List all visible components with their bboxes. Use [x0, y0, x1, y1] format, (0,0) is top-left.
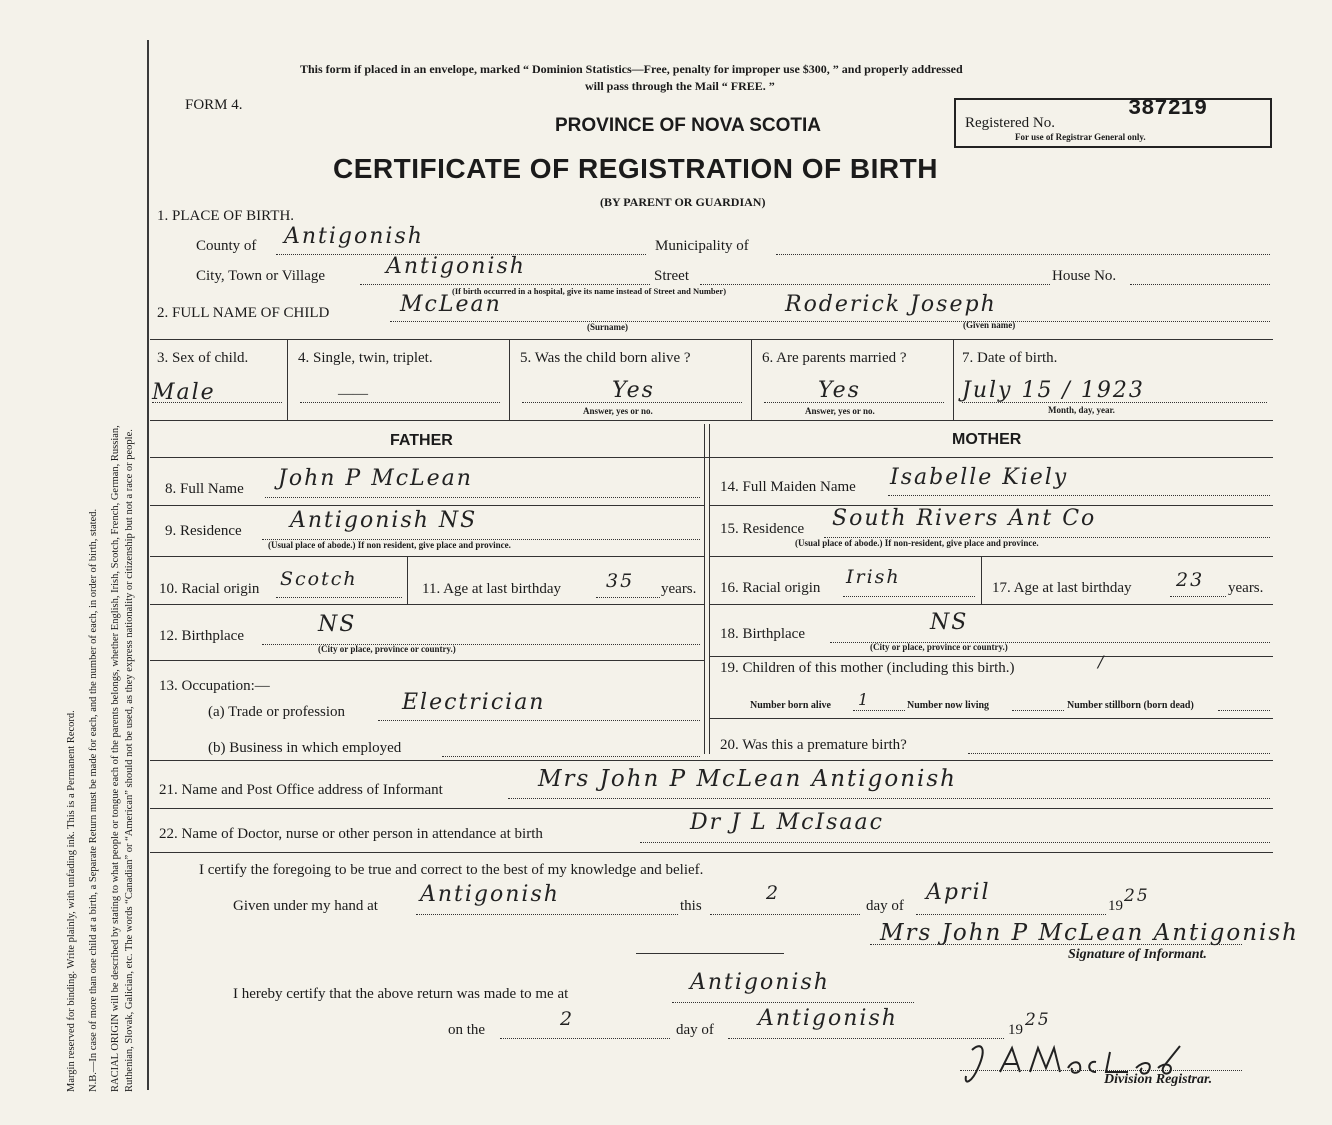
plurality-value: —— [338, 386, 368, 402]
mother-race-divider [981, 556, 982, 604]
sex-value: Male [152, 380, 216, 405]
father-rule-1 [150, 505, 704, 506]
row3-bottom-rule [150, 420, 1273, 421]
mother-years-label: years. [1228, 580, 1264, 596]
born-alive-count-line [853, 710, 905, 711]
given-place-value: Antigonish [420, 882, 560, 907]
born-alive-value: Yes [612, 378, 655, 403]
stillborn-label: Number stillborn (born dead) [1067, 700, 1194, 711]
city-line [360, 284, 650, 285]
binding-margin-rule [147, 40, 149, 1090]
sex-label: 3. Sex of child. [157, 350, 249, 366]
house-number-line [1130, 284, 1270, 285]
day-of-label: day of [866, 898, 904, 914]
mother-birthplace-value: NS [930, 610, 969, 635]
doctor-rule [150, 852, 1273, 853]
mother-birthplace-note: (City or place, province or country.) [870, 642, 1008, 652]
registrar-signature-line [960, 1070, 1242, 1071]
plurality-label: 4. Single, twin, triplet. [298, 350, 433, 366]
mother-race-label: 16. Racial origin [720, 580, 821, 596]
mother-age-label: 17. Age at last birthday [992, 580, 1132, 596]
plurality-line [300, 402, 500, 403]
page-title: CERTIFICATE OF REGISTRATION OF BIRTH [333, 153, 938, 184]
doctor-line [640, 842, 1270, 843]
premature-label: 20. Was this a premature birth? [720, 737, 907, 753]
mother-rule-5 [709, 718, 1273, 719]
parents-heading-rule [150, 457, 1273, 458]
premature-line [968, 753, 1270, 754]
father-age-value: 35 [606, 570, 635, 592]
father-birthplace-note: (City or place, province or country.) [318, 644, 456, 654]
city-label: City, Town or Village [196, 268, 326, 284]
mother-rule-2 [709, 556, 1273, 557]
registrar-place-line [672, 1002, 914, 1003]
doctor-value: Dr J L McIsaac [690, 810, 884, 835]
born-alive-note: Answer, yes or no. [583, 406, 653, 416]
informant-line [508, 798, 1270, 799]
registrar-day-of-label: day of [676, 1022, 714, 1038]
child-given-name: Roderick Joseph [785, 292, 997, 317]
postal-notice-line2: will pass through the Mail “ FREE. ” [585, 79, 775, 93]
now-living-line [1012, 710, 1064, 711]
day-line [710, 914, 860, 915]
father-name-line [265, 497, 700, 498]
father-race-label: 10. Racial origin [159, 581, 260, 597]
mother-name-label: 14. Full Maiden Name [720, 479, 856, 495]
month-line [916, 914, 1106, 915]
trade-line [378, 720, 700, 721]
on-the-label: on the [448, 1022, 486, 1038]
street-line [700, 284, 1050, 285]
date-of-birth-label: 7. Date of birth. [962, 350, 1058, 366]
county-value: Antigonish [284, 224, 424, 249]
registered-number-label: Registered No. [965, 115, 1055, 131]
municipality-line [776, 254, 1270, 255]
given-name-note: (Given name) [963, 320, 1016, 330]
parents-bottom-rule [150, 760, 1273, 761]
child-surname: McLean [400, 292, 502, 317]
father-race-value: Scotch [280, 568, 358, 590]
registered-number: 387219 [1128, 96, 1208, 121]
mother-age-line [1170, 596, 1226, 597]
mother-name-value: Isabelle Kiely [890, 465, 1069, 490]
father-age-label: 11. Age at last birthday [422, 581, 561, 597]
father-race-line [276, 597, 402, 598]
business-line [442, 756, 700, 757]
parents-divider-left [704, 424, 705, 754]
trade-value: Electrician [402, 690, 546, 715]
registrar-place-value: Antigonish [690, 970, 830, 995]
informant-signature-label: Signature of Informant. [1068, 947, 1207, 962]
registrar-year-prefix: 19 [1008, 1022, 1023, 1038]
mother-birthplace-label: 18. Birthplace [720, 626, 805, 642]
postal-notice-line1: This form if placed in an envelope, marked “ Dominion Statistics—Free, penalty for improper use $300, ” and properly addressed [300, 62, 963, 76]
given-under-label: Given under my hand at [233, 898, 378, 914]
father-rule-2 [150, 556, 704, 557]
registrar-statement: I hereby certify that the above return was made to me at [233, 986, 569, 1002]
mother-residence-label: 15. Residence [720, 521, 805, 537]
informant-signature: Mrs John P McLean Antigonish [880, 920, 1299, 946]
form-number: FORM 4. [185, 97, 243, 113]
father-birthplace-value: NS [318, 612, 357, 637]
certify-month-value: April [926, 880, 991, 905]
registrar-year-value: 25 [1025, 1010, 1051, 1030]
informant-signature-line [870, 944, 1242, 945]
mother-rule-4 [709, 656, 1273, 657]
informant-value: Mrs John P McLean Antigonish [538, 766, 957, 792]
side-note-permanent: Margin reserved for binding. Write plainly, with unfading ink. This is a Permanent Record. [66, 710, 77, 1092]
father-race-divider [407, 556, 408, 604]
business-label: (b) Business in which employed [208, 740, 402, 756]
surname-note: (Surname) [587, 322, 628, 332]
father-birthplace-label: 12. Birthplace [159, 628, 244, 644]
mother-name-line [888, 495, 1270, 496]
side-note-racial-origin: RACIAL ORIGIN will be described by stating to what people or tongue each of the parents belongs, whether English, Irish, Scotch, French, German, Russian, [110, 425, 121, 1092]
date-of-birth-value: July 15 / 1923 [962, 378, 1145, 403]
hospital-note: (If birth occurred in a hospital, give its name instead of Street and Number) [452, 286, 727, 296]
born-alive-label: 5. Was the child born alive ? [520, 350, 691, 366]
father-age-line [596, 597, 660, 598]
row3-divider-3 [751, 339, 752, 420]
mother-residence-value: South Rivers Ant Co [832, 506, 1097, 531]
mother-race-value: Irish [846, 566, 901, 588]
registrar-day-value: 2 [560, 1008, 575, 1030]
registrar-label: Division Registrar. [1104, 1072, 1213, 1087]
date-of-birth-note: Month, day, year. [1048, 405, 1115, 415]
registrar-month-value: Antigonish [758, 1006, 898, 1031]
informant-label: 21. Name and Post Office address of Informant [159, 782, 443, 798]
father-heading: FATHER [390, 432, 453, 449]
certify-year-value: 25 [1124, 886, 1150, 906]
signature-short-rule [636, 953, 784, 954]
province-heading: PROVINCE OF NOVA SCOTIA [555, 115, 822, 136]
mother-residence-note: (Usual place of abode.) If non-resident, give place and province. [795, 538, 1039, 548]
father-name-value: John P McLean [278, 466, 473, 491]
child-name-label: 2. FULL NAME OF CHILD [157, 305, 330, 321]
row3-divider-1 [287, 339, 288, 420]
certify-statement: I certify the foregoing to be true and correct to the best of my knowledge and belief. [199, 862, 704, 878]
mother-rule-3 [709, 604, 1273, 605]
child-name-line [390, 321, 1270, 322]
mother-race-line [843, 596, 975, 597]
stillborn-line [1218, 710, 1270, 711]
informant-rule [150, 808, 1273, 809]
born-alive-count: 1 [858, 690, 871, 709]
row3-divider-2 [509, 339, 510, 420]
father-residence-note: (Usual place of abode.) If non resident, give place and province. [268, 540, 511, 550]
this-label: this [680, 898, 702, 914]
parents-married-value: Yes [818, 378, 861, 403]
father-residence-label: 9. Residence [165, 523, 242, 539]
father-years-label: years. [661, 581, 697, 597]
father-name-label: 8. Full Name [165, 481, 244, 497]
place-of-birth-label: 1. PLACE OF BIRTH. [157, 208, 295, 224]
year-prefix: 19 [1108, 898, 1123, 914]
side-note-multiple-births: N.B.—In case of more than one child at a birth, a Separate Return must be made for each, and the number of each, in order of birth, stated. [88, 508, 99, 1092]
street-label: Street [654, 268, 689, 284]
registrar-day-line [500, 1038, 670, 1039]
occupation-label: 13. Occupation:— [159, 678, 270, 694]
row3-top-rule [150, 339, 1273, 340]
born-alive-count-label: Number born alive [750, 700, 831, 711]
trade-label: (a) Trade or profession [208, 704, 346, 720]
given-place-line [416, 914, 678, 915]
row3-divider-4 [953, 339, 954, 420]
children-mark: / [1098, 652, 1106, 671]
page-subtitle: (BY PARENT OR GUARDIAN) [600, 195, 766, 209]
certify-day-value: 2 [766, 882, 781, 904]
parents-divider-right [709, 424, 710, 754]
county-label: County of [196, 238, 257, 254]
side-note-nationality: Ruthenian, Slovak, Galician, etc. The words “Canadian” or “American” should not be used, as they express nationality or citizenship but not a race or people. [124, 429, 135, 1092]
city-value: Antigonish [386, 254, 526, 279]
parents-married-label: 6. Are parents married ? [762, 350, 907, 366]
now-living-label: Number now living [907, 700, 990, 711]
municipality-label: Municipality of [655, 238, 749, 254]
mother-heading: MOTHER [952, 431, 1022, 448]
registered-number-note: For use of Registrar General only. [1015, 132, 1146, 142]
doctor-label: 22. Name of Doctor, nurse or other person in attendance at birth [159, 826, 543, 842]
mother-age-value: 23 [1176, 569, 1205, 591]
father-residence-value: Antigonish NS [290, 508, 478, 533]
house-number-label: House No. [1052, 268, 1117, 284]
children-label: 19. Children of this mother (including this birth.) [720, 660, 1015, 676]
father-rule-4 [150, 660, 704, 661]
father-rule-3 [150, 604, 704, 605]
parents-married-note: Answer, yes or no. [805, 406, 875, 416]
